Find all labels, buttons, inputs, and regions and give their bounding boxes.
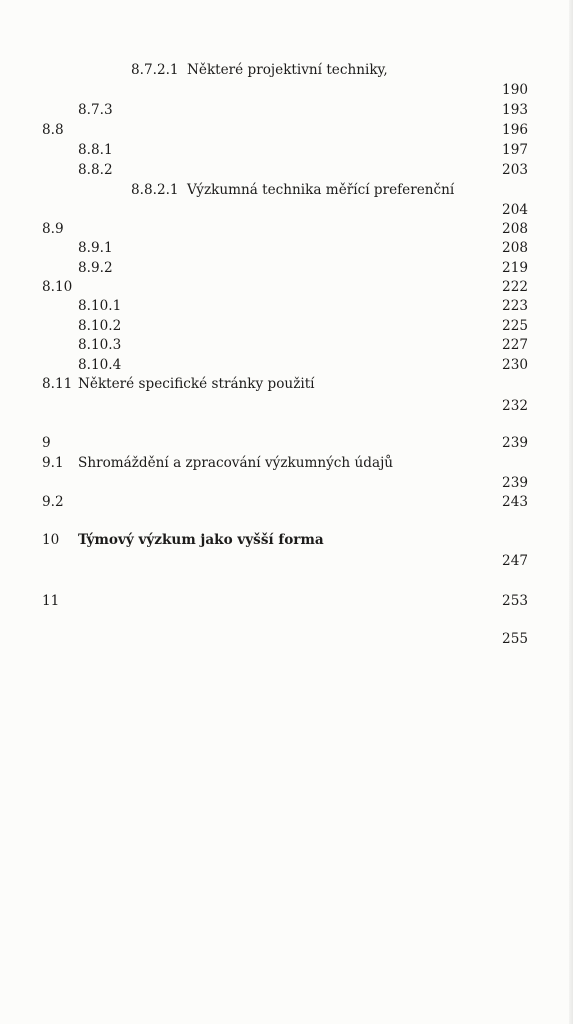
toc-title: Výzkumná technika měřící preferenční	[187, 182, 455, 198]
toc-page-number: 208	[502, 221, 528, 237]
toc-number: 8.7.2.1	[131, 62, 179, 78]
toc-page-number: 225	[502, 318, 528, 334]
toc-page-number: 193	[502, 102, 528, 118]
toc-number: 8.8.1	[78, 142, 113, 158]
toc-entry-chapter-11	[0, 591, 573, 611]
toc-title: Některé projektivní techniky,	[187, 62, 388, 78]
toc-page-number: 255	[502, 631, 528, 647]
toc-page-number: 239	[502, 435, 528, 451]
toc-entry-8-10-2	[0, 316, 573, 336]
toc-page-number: 204	[502, 202, 528, 218]
toc-title: Některé specifické stránky použití	[78, 376, 315, 392]
toc-entry-8-11	[0, 374, 573, 394]
toc-number: 8.10.2	[78, 318, 122, 334]
toc-number: 8.10	[42, 279, 73, 295]
toc-number: 8.8.2.1	[131, 182, 179, 198]
toc-title: Shromáždění a zpracování výzkumných údajů	[78, 455, 394, 471]
toc-number: 8.9.2	[78, 260, 113, 276]
toc-entry-8-10-4	[0, 355, 573, 375]
toc-page-number: 208	[502, 240, 528, 256]
toc-page-number: 230	[502, 357, 528, 373]
toc-entry-8-8-2	[0, 160, 573, 180]
toc-page-number: 253	[502, 593, 528, 609]
toc-page-number: 239	[502, 475, 528, 491]
toc-entry-chapter-10-cont	[0, 551, 573, 571]
toc-entry-9-1-cont	[0, 473, 573, 493]
toc-page-number: 203	[502, 162, 528, 178]
toc-entry-8-10-1	[0, 296, 573, 316]
toc-page-number: 232	[502, 398, 528, 414]
toc-number: 8.9.1	[78, 240, 113, 256]
toc-entry-8-7-2-1-cont	[0, 80, 573, 100]
toc-page-number: 222	[502, 279, 528, 295]
toc-number: 8.7.3	[78, 102, 113, 118]
toc-page-number: 243	[502, 494, 528, 510]
toc-number: 8.10.4	[78, 357, 122, 373]
toc-page-number: 197	[502, 142, 528, 158]
toc-number: 8.9	[42, 221, 64, 237]
toc-entry-chapter-9	[0, 433, 573, 453]
toc-entry-8-9-2	[0, 258, 573, 278]
toc-entry-8-11-cont	[0, 396, 573, 416]
toc-number: 8.10.1	[78, 298, 122, 314]
toc-entry-8-9	[0, 219, 573, 239]
toc-entry-8-7-2-1	[0, 60, 573, 80]
toc-page-number: 219	[502, 260, 528, 276]
toc-entry-8-10	[0, 277, 573, 297]
toc-number: 8.10.3	[78, 337, 122, 353]
toc-entry-bibliography	[0, 629, 573, 649]
toc-entry-8-8-1	[0, 140, 573, 160]
toc-entry-9-2	[0, 492, 573, 512]
page-edge-shadow	[569, 0, 573, 1024]
toc-entry-8-7-3	[0, 100, 573, 120]
toc-page-number: 196	[502, 122, 528, 138]
toc-entry-8-8-2-1	[0, 180, 573, 200]
toc-number: 8.8.2	[78, 162, 113, 178]
toc-number: 8.8	[42, 122, 64, 138]
toc-number: 9	[42, 435, 51, 451]
toc-title: Týmový výzkum jako vyšší forma	[78, 532, 324, 548]
toc-entry-8-8-2-1-cont	[0, 200, 573, 220]
toc-page-number: 190	[502, 82, 528, 98]
toc-number: 10	[42, 532, 60, 548]
toc-page-number: 223	[502, 298, 528, 314]
toc-number: 11	[42, 593, 60, 609]
toc-entry-8-10-3	[0, 335, 573, 355]
toc-page-number: 227	[502, 337, 528, 353]
toc-entry-chapter-10	[0, 530, 573, 550]
toc-page-number: 247	[502, 553, 528, 569]
toc-entry-8-8	[0, 120, 573, 140]
toc-number: 9.2	[42, 494, 64, 510]
toc-entry-9-1	[0, 453, 573, 473]
toc-number: 9.1	[42, 455, 64, 471]
toc-number: 8.11	[42, 376, 73, 392]
toc-entry-8-9-1	[0, 238, 573, 258]
